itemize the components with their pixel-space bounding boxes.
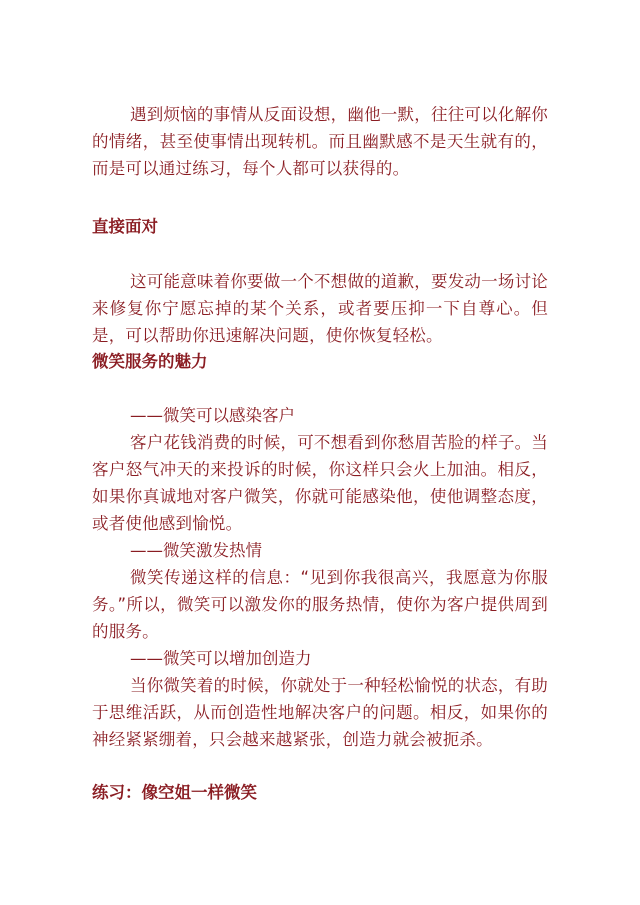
subheading-smile-passion: ——微笑激发热情 [130, 541, 262, 560]
paragraph-smile-infect: 客户花钱消费的时候，可不想看到你愁眉苦脸的样子。当客户怒气冲天的来投诉的时候，你这样只会火上加油。相反，如果你真诚地对客户微笑，你就可能感染他，使他调整态度，或者使他感到愉悦。 [92, 433, 548, 533]
paragraph-smile-passion: 微笑传递这样的信息：“见到你我很高兴，我愿意为你服务。”所以，微笑可以激发你的服务热情，使你为客户提供周到的服务。 [92, 568, 548, 641]
paragraph-smile-creativity: 当你微笑着的时候，你就处于一种轻松愉悦的状态，有助于思维活跃，从而创造性地解决客户的问题。相反，如果你的神经紧紧绷着，只会越来越紧张，创造力就会被扼杀。 [92, 676, 548, 749]
heading-face-directly: 直接面对 [92, 217, 158, 236]
paragraph-face-directly: 这可能意味着你要做一个不想做的道歉，要发动一场讨论来修复你宁愿忘掉的某个关系，或者要压抑一下自尊心。但是，可以帮助你迅速解决问题，使你恢复轻松。 [92, 272, 548, 345]
heading-smile-charm: 微笑服务的魅力 [92, 352, 208, 371]
subheading-smile-creativity: ——微笑可以增加创造力 [130, 649, 312, 668]
heading-practice: 练习：像空姐一样微笑 [92, 783, 257, 802]
paragraph-humor: 遇到烦恼的事情从反面设想，幽他一默，往往可以化解你的情绪，甚至使事情出现转机。而且幽默感不是天生就有的，而是可以通过练习，每个人都可以获得的。 [92, 105, 548, 178]
subheading-smile-infect: ——微笑可以感染客户 [130, 406, 295, 425]
